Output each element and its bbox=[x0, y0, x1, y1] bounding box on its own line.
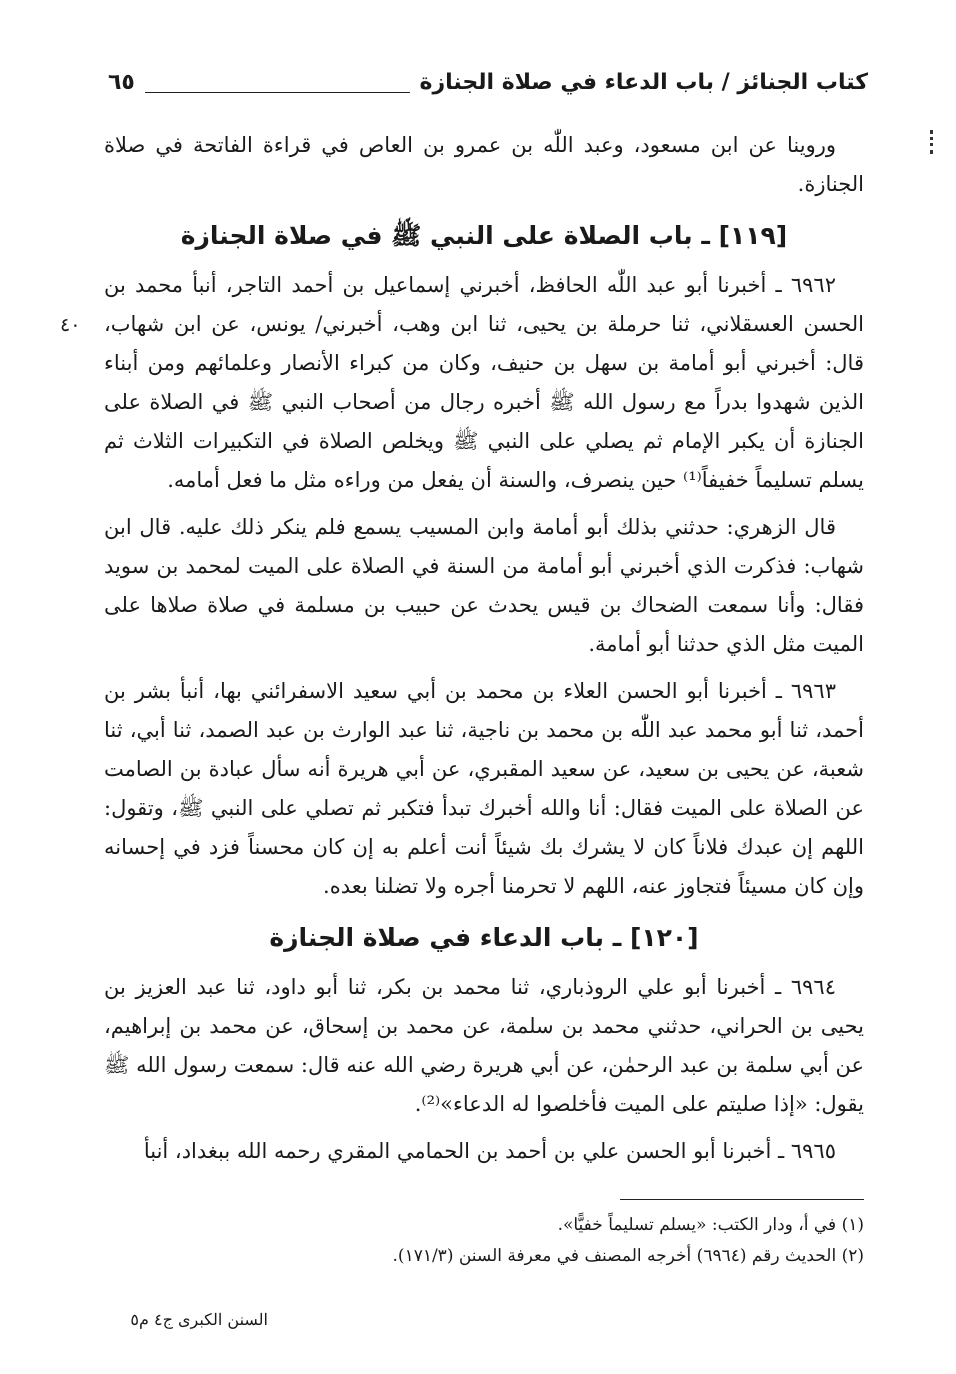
paragraph-intro: وروينا عن ابن مسعود، وعبد اللّٰه بن عمرو بن العاص في قراءة الفاتحة في صلاة الجنازة. bbox=[104, 133, 864, 196]
hadith-6963: ٦٩٦٣ ـ أخبرنا أبو الحسن العلاء بن محمد بن أبي سعيد الاسفرائني بها، أنبأ بشر بن أحمد، ثنا أبو محمد عبد اللّٰه بن محمد بن ناجية، ثنا عبد الوارث بن عبد الصمد، ثنا أبي، ثنا شعبة، عن يحيى بن سعيد، عن سعيد المقبري، عن أبي هريرة أنه سأل عبادة بن الصامت عن الصلاة على الميت فقال: أنا والله أخبرك تبدأ فتكبر ثم تصلي على النبي ﷺ، وتقول: اللهم إن عبدك فلاناً كان لا يشرك بك شيئاً أنت أعلم به إن كان محسناً فزد في إحسانه وإن كان مسيئاً فتجاوز عنه، اللهم لا تحرمنا أجره ولا تضلنا بعده. bbox=[104, 679, 864, 898]
chapter-heading-120: [١٢٠] ـ باب الدعاء في صلاة الجنازة bbox=[269, 923, 699, 952]
main-text bbox=[104, 126, 864, 1179]
footnote-rule bbox=[620, 1199, 864, 1200]
header-title: كتاب الجنائز / باب الدعاء في صلاة الجنازة bbox=[419, 69, 868, 95]
page-number: ٦٥ bbox=[108, 69, 135, 95]
footnote-1: (١) في أ، ودار الكتب: «يسلم تسليماً خفيًّا». bbox=[557, 1215, 864, 1235]
chapter-heading-119: [١١٩] ـ باب الصلاة على النبي ﷺ في صلاة الجنازة bbox=[180, 221, 788, 250]
hadith-6962: ٦٩٦٢ ـ أخبرنا أبو عبد اللّٰه الحافظ، أخبرني إسماعيل بن أحمد التاجر، أنبأ محمد بن الحسن العسقلاني، ثنا حرملة بن يحيى، ثنا ابن وهب، أخبرني/ يونس، عن ابن شهاب، قال: أخبرني أبو أمامة بن سهل بن حنيف، وكان من كبراء الأنصار وعلمائهم ومن أبناء الذين شهدوا بدراً مع رسول الله ﷺ أخبره رجال من أصحاب النبي ﷺ في الصلاة على الجنازة أن يكبر الإمام ثم يصلي على النبي ﷺ ويخلص الصلاة في التكبيرات الثلاث ثم يسلم تسليماً خفيفاً⁽¹⁾ حين ينصرف، والسنة أن يفعل من وراءه مثل ما فعل أمامه. bbox=[104, 273, 864, 492]
footnotes bbox=[104, 1210, 864, 1272]
footnote-2: (٢) الحديث رقم (٦٩٦٤) أخرجه المصنف في معرفة السنن (١٧١/٣). bbox=[392, 1246, 864, 1266]
hadith-6965: ٦٩٦٥ ـ أخبرنا أبو الحسن علي بن أحمد بن الحمامي المقري رحمه الله ببغداد، أنبأ bbox=[143, 1139, 836, 1163]
margin-page-reference: ٤٠ bbox=[60, 314, 81, 336]
hadith-6964: ٦٩٦٤ ـ أخبرنا أبو علي الروذباري، ثنا محمد بن بكر، ثنا أبو داود، ثنا عبد العزيز بن يحيى بن الحراني، حدثني محمد بن سلمة، عن محمد بن إسحاق، عن محمد بن إبراهيم، عن أبي سلمة بن عبد الرحمٰن، عن أبي هريرة رضي الله عنه قال: سمعت رسول الله ﷺ يقول: «إذا صليتم على الميت فأخلصوا له الدعاء»⁽²⁾. bbox=[104, 975, 864, 1116]
paragraph-zuhri: قال الزهري: حدثني بذلك أبو أمامة وابن المسيب يسمع فلم ينكر ذلك عليه. قال ابن شهاب: فذكرت الذي أخبرني أبو أمامة من السنة في الصلاة على الميت لمحمد بن سويد فقال: وأنا سمعت الضحاك بن قيس يحدث عن حبيب بن مسلمة في صلاة صلاها على الميت مثل الذي حدثنا أبو أمامة. bbox=[104, 515, 864, 656]
running-header bbox=[108, 62, 868, 102]
header-rule bbox=[145, 92, 410, 93]
margin-mark bbox=[930, 130, 937, 154]
signature-mark: السنن الكبرى ج٤ م٥ bbox=[130, 1310, 268, 1329]
